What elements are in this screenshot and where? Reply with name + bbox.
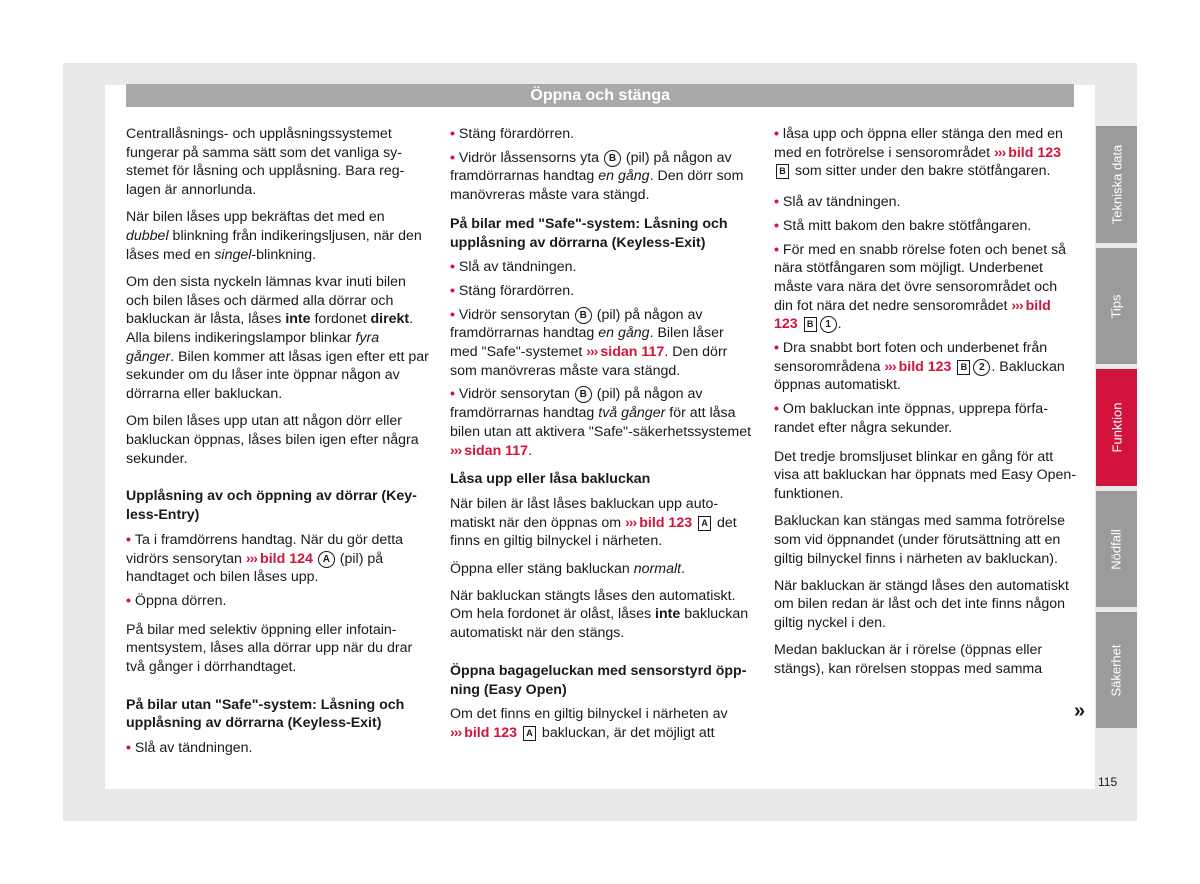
text-column-2 — [450, 125, 754, 751]
bullet-item: • Ta i framdörrens handtag. När du gör detta vidrörs sensorytan ››› bild 124 A (pil) på handtaget och bilen låses upp. — [126, 531, 430, 587]
bullet-item: • Vidrör låssensorns yta B (pil) på någon av framdörrarnas handtag en gång. Den dörr som manövreras måste vara stängd. — [450, 149, 754, 205]
step-2-icon: 2 — [973, 359, 990, 376]
tab-tekniska-data[interactable]: Tekniska data — [1096, 126, 1137, 243]
bullet-item: • Stäng förardörren. — [450, 125, 754, 144]
figure-label-a-icon: A — [698, 516, 711, 531]
bullet-item: • Stå mitt bakom den bakre stötfångaren. — [774, 217, 1078, 236]
figure-link[interactable]: ››› bild 124 — [245, 550, 313, 567]
bullet-item: • Stäng förardörren. — [450, 282, 754, 301]
paragraph: Om bilen låses upp utan att någon dörr eller bakluckan öppnas, låses bilen igen efter några sekunder. — [126, 413, 419, 467]
paragraph: Öppna eller stäng bakluckan normalt. — [450, 560, 686, 577]
bullet-item: • Slå av tändningen. — [450, 258, 754, 277]
bullet-item: • Öppna dörren. — [126, 592, 430, 611]
subheading: På bilar utan "Safe"-system: Låsning och upplåsning av dörrarna (Keyless-Exit) — [126, 696, 405, 732]
paragraph: När bakluckan är stängd låses den automatiskt om bilen redan är låst och det inte finns någon giltig nyckel i den. — [774, 577, 1069, 632]
text-column-3 — [774, 125, 1078, 687]
paragraph: På bilar med selektiv öppning eller infotainmentsystem, låses alla dörrar upp när du drar två gånger i dörrhandtaget. — [126, 621, 413, 676]
paragraph: • låsa upp och öppna eller stänga den med en med en fotrörelse i sensorområdet ››› bild 123 B som sitter under den bakre stötfångaren. — [774, 125, 1078, 181]
subheading: På bilar med "Safe"-system: Låsning och upplåsning av dörrarna (Keyless-Exit) — [450, 215, 728, 251]
paragraph: Det tredje bromsljuset blinkar en gång för att visa att bakluckan har öppnats med Easy Open-funktionen. — [774, 448, 1077, 502]
text-column-1 — [126, 125, 430, 763]
figure-link[interactable]: ››› bild 123 — [450, 724, 518, 741]
paragraph: Om det finns en giltig bilnyckel i närheten av ››› bild 123 A bakluckan, är det möjligt att — [450, 706, 728, 741]
tab-tips[interactable]: Tips — [1096, 248, 1137, 364]
paragraph: När bilen är låst låses bakluckan upp automatiskt när den öppnas om ››› bild 123 A det finns en giltig bilnyckel i närheten. — [450, 495, 737, 550]
tab-funktion[interactable]: Funktion — [1096, 369, 1137, 486]
paragraph: När bakluckan stängts låses den automatiskt. Om hela fordonet är olåst, låses inte bakluckan automatiskt när den stängs. — [450, 587, 749, 642]
figure-link[interactable]: ››› bild 123 — [625, 514, 693, 531]
paragraph: Centrallåsnings- och upplåsningssystemet fungerar på samma sätt som det vanliga systemet för låsning och upplåsning. Bara reglagen är annorlunda. — [126, 126, 405, 199]
figure-label-b-icon: B — [957, 360, 970, 375]
paragraph: Bakluckan kan stängas med samma fotrörelse som vid öppnandet (under förutsättning att en giltig bilnyckel finns i närheten av bakluckan). — [774, 513, 1065, 567]
bullet-item: • Vidrör sensorytan B (pil) på någon av framdörrarnas handtag en gång. Bilen låser med "Safe"-systemet ››› sidan 117. Den dörr som manövreras måste vara stängd. — [450, 306, 754, 381]
page-link[interactable]: ››› sidan 117 — [450, 442, 529, 459]
tab-nodfall[interactable]: Nödfall — [1096, 491, 1137, 607]
figure-label-b-icon: B — [804, 317, 817, 332]
page-link[interactable]: ››› sidan 117 — [586, 344, 665, 361]
figure-label-b-icon: B — [776, 164, 789, 179]
bullet-item: • För med en snabb rörelse foten och benet så nära stötfångaren som möjligt. Underbenet måste vara nära det övre sensorområdet och din fot nära det nedre sensorområdet ››› bild 123 B 1 . — [774, 241, 1078, 335]
page-number: 115 — [1098, 775, 1118, 789]
marker-b-icon: B — [604, 150, 621, 167]
figure-link[interactable]: ››› bild 123 — [774, 297, 1051, 333]
tab-sakerhet[interactable]: Säkerhet — [1096, 612, 1137, 728]
bullet-item: • Dra snabbt bort foten och underbenet från sensorområdena ››› bild 123 B 2 . Bakluckan öppnas automatiskt. — [774, 339, 1078, 395]
paragraph: Om den sista nyckeln lämnas kvar inuti bilen och bilen låses och därmed alla dörrar och bakluckan är låsta, låses inte fordonet direkt. Alla bilens indikeringslampor blinkar fyra gånger. Bilen kommer att låsas igen efter ett par sekunder om du låser inte öppnar någon av dörrarna eller bakluckan. — [126, 273, 429, 403]
bullet-item: • Vidrör sensorytan B (pil) på någon av framdörrarnas handtag två gånger för att låsa bilen utan att aktivera "Safe"-säkerhetssystemet ››› sidan 117. — [450, 385, 754, 460]
marker-a-icon: A — [318, 551, 335, 568]
step-1-icon: 1 — [820, 316, 837, 333]
figure-link[interactable]: ››› bild 123 — [884, 358, 952, 375]
bullet-item: • Slå av tändningen. — [774, 193, 1078, 212]
bullet-item: • Slå av tändningen. — [126, 739, 430, 758]
subheading: Upplåsning av och öppning av dörrar (Keyless-Entry) — [126, 488, 417, 524]
continued-arrow-icon: » — [1074, 700, 1086, 722]
section-header: Öppna och stänga — [126, 84, 1074, 107]
paragraph: Medan bakluckan är i rörelse (öppnas eller stängs), kan rörelsen stoppas med samma — [774, 642, 1043, 678]
bullet-item: • Om bakluckan inte öppnas, upprepa förfarandet efter några sekunder. — [774, 400, 1078, 437]
figure-link[interactable]: ››› bild 123 — [994, 144, 1062, 161]
figure-label-a-icon: A — [523, 726, 536, 741]
subheading: Låsa upp eller låsa bakluckan — [450, 471, 651, 488]
marker-b-icon: B — [575, 307, 592, 324]
paragraph: När bilen låses upp bekräftas det med en dubbel blinkning från indikeringsljusen, när den låses med en singel-blinkning. — [126, 209, 422, 263]
marker-b-icon: B — [575, 386, 592, 403]
subheading: Öppna bagageluckan med sensorstyrd öppning (Easy Open) — [450, 662, 747, 698]
